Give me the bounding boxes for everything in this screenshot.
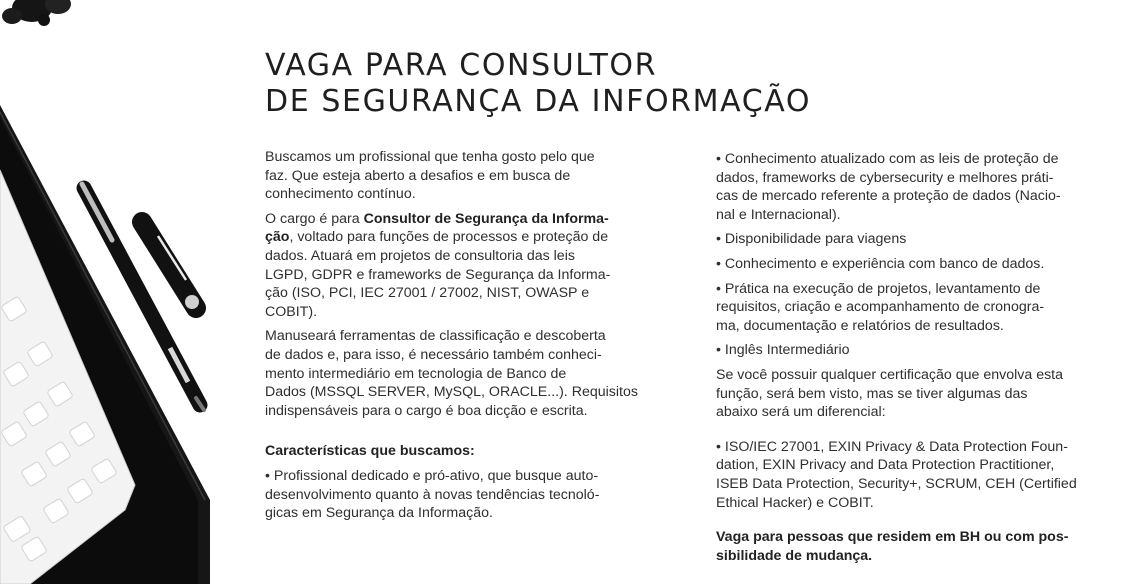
title-line-1: VAGA PARA CONSULTOR: [265, 48, 658, 83]
certification-intro: Se você possuir qualquer certificação que envolva esta função, será bem visto, mas se tiver algumas das abaixo será um diferencial:: [716, 366, 1064, 421]
left-column: [265, 148, 645, 529]
plant-icon: [2, 0, 71, 26]
right-column: [716, 150, 1098, 571]
certifications-list: • ISO/IEC 27001, EXIN Privacy & Data Protection Foun- dation, EXIN Privacy and Data Protection Practitioner, ISEB Data Protection, Security+, SCRUM, CEH (Certified Ethical Hacker) e COBIT.: [716, 438, 1077, 511]
intro-paragraph: Buscamos um profissional que tenha gosto pelo que faz. Que esteja aberto a desafios e em busca de conhecimento contínuo.: [265, 149, 595, 203]
list-item: • Conhecimento e experiência com banco de dados.: [716, 255, 1045, 272]
list-item: • Prática na execução de projetos, levantamento de requisitos, criação e acompanhamento de cronogra- ma, documentação e relatórios de resultados.: [716, 280, 1045, 334]
desk-photo: [0, 0, 240, 584]
page-title: [265, 48, 811, 120]
role-title: Consultor de Segurança da Informa-: [363, 210, 609, 227]
list-item: • Disponibilidade para viagens: [716, 231, 907, 248]
characteristics-list: • Profissional dedicado e pró-ativo, que busque auto- desenvolvimento quanto à novas tendências tecnoló- gicas em Segurança da Informação.: [265, 467, 600, 522]
pen-cap-icon: [142, 222, 199, 309]
characteristics-heading: Características que buscamos:: [265, 443, 475, 460]
desk-illustration: [0, 0, 240, 584]
location-note: Vaga para pessoas que residem em BH ou com pos- sibilidade de mudança.: [716, 529, 1069, 564]
title-line-2: DE SEGURANÇA DA INFORMAÇÃO: [265, 84, 812, 119]
list-item: • Conhecimento atualizado com as leis de proteção de dados, frameworks de cybersecurity e melhores práti- cas de mercado referente a proteção de dados (Nacio- nal e Internacional).: [716, 151, 1061, 223]
list-item: • Inglês Intermediário: [716, 342, 850, 359]
role-paragraph: O cargo é para Consultor de Segurança da Informa- ção, voltado para funções de processos e proteção de dados. Atuará em projetos de consultoria das leis LGPD, GDPR e frameworks de Segurança da Informa- ção (ISO, PCI, IEC 27001 / 27002, NIST, OWASP e COBIT).: [265, 210, 611, 320]
tools-paragraph: Manuseará ferramentas de classificação e descoberta de dados e, para isso, é necessário também conheci- mento intermediário em tecnologia de Banco de Dados (MSSQL SERVER, MySQL, ORACLE...). Requisitos indispensáveis para o cargo é boa dicção e escrita.: [265, 328, 638, 419]
